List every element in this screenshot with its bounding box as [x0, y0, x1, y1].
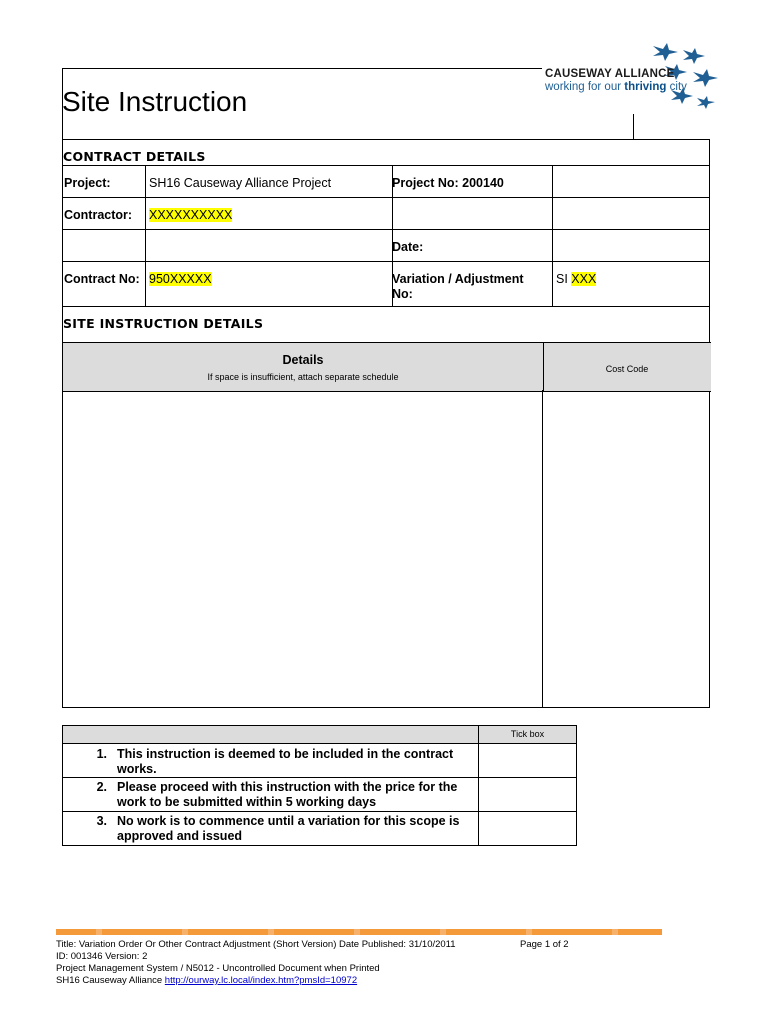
contractor-value: XXXXXXXXXX	[149, 208, 233, 222]
cost-code-input-area[interactable]	[543, 390, 710, 707]
tick-box-table	[62, 725, 577, 846]
logo-name: CAUSEWAY ALLIANCE	[545, 68, 675, 80]
project-label: Project:	[64, 176, 111, 190]
footer-page-number: Page 1 of 2	[520, 939, 569, 950]
details-input-area[interactable]	[63, 390, 542, 707]
item-number: 2.	[96, 780, 107, 794]
variation-value	[556, 272, 596, 286]
contract-details-table	[62, 139, 710, 307]
variation-label: Variation / Adjustment No:	[392, 272, 524, 301]
tick-box-header: Tick box	[510, 729, 545, 739]
item-text: Please proceed with this instruction with the price for the work to be submitted within 5 working days	[117, 780, 458, 809]
site-instruction-heading: SITE INSTRUCTION DETAILS	[63, 316, 264, 331]
details-title: Details	[282, 353, 324, 367]
footer-id: ID: 001346 Version: 2	[56, 951, 148, 962]
row-divider	[63, 261, 709, 262]
page-title: Site Instruction	[62, 86, 248, 117]
footer-link[interactable]: http://ourway.lc.local/index.htm?pmsId=10972	[164, 975, 358, 986]
logo-tagline-post: city	[666, 81, 687, 93]
title-divider	[633, 114, 634, 140]
footer-link-line	[56, 975, 357, 986]
contract-no-value: 950XXXXX	[149, 272, 212, 286]
details-note: If space is insufficient, attach separate schedule	[207, 372, 399, 382]
footer-title: Title: Variation Order Or Other Contract Adjustment (Short Version) Date Published: 31/10/2011	[56, 939, 456, 950]
tick-checkbox-3[interactable]	[479, 812, 576, 845]
tick-checkbox-1[interactable]	[479, 744, 576, 777]
causeway-alliance-logo	[545, 40, 725, 115]
item-number: 1.	[96, 747, 107, 761]
row-divider	[63, 165, 709, 166]
contract-details-heading: CONTRACT DETAILS	[63, 149, 206, 164]
logo-tagline	[545, 81, 687, 93]
col-divider	[145, 165, 146, 306]
logo-tagline-pre: working for our	[545, 81, 625, 93]
row-divider	[63, 229, 709, 230]
cost-code-label: Cost Code	[605, 364, 649, 374]
logo-tagline-em: thriving	[624, 81, 667, 93]
contractor-label: Contractor:	[64, 208, 133, 222]
footer-system: Project Management System / N5012 - Uncontrolled Document when Printed	[56, 963, 380, 974]
site-instruction-table	[62, 306, 710, 708]
project-no-label: Project No: 200140	[392, 176, 504, 190]
footer-divider-bar	[56, 929, 662, 935]
col-divider	[552, 165, 553, 306]
contract-no-label: Contract No:	[64, 272, 140, 286]
item-number: 3.	[96, 814, 107, 828]
tick-checkbox-2[interactable]	[479, 778, 576, 811]
footer-org: SH16 Causeway Alliance	[56, 975, 165, 986]
item-text: No work is to commence until a variation for this scope is approved and issued	[117, 814, 460, 843]
item-text: This instruction is deemed to be included in the contract works.	[117, 747, 454, 776]
row-divider	[63, 197, 709, 198]
variation-highlight: XXX	[571, 272, 597, 286]
details-header	[63, 342, 543, 392]
project-value: SH16 Causeway Alliance Project	[149, 176, 332, 190]
cost-code-header	[543, 342, 711, 392]
date-label: Date:	[392, 240, 424, 254]
variation-prefix: SI	[556, 272, 572, 286]
